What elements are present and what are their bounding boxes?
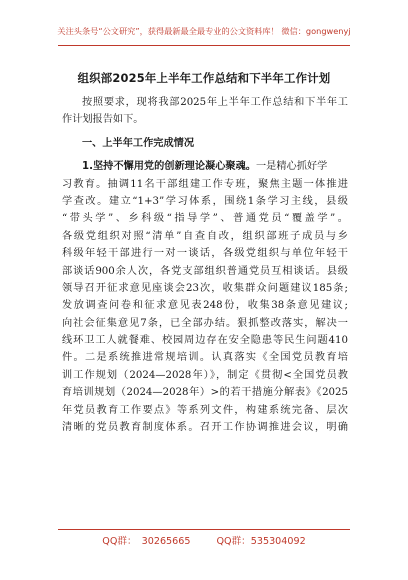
paragraph-line: “带头学”、乡科级“指导学”、普通党员“覆盖学”。	[62, 213, 348, 225]
paragraph-line: 清晰的党员教育制度体系。召开工作协调推进会议，明确	[62, 422, 348, 434]
item-text: 一是精心抓好学	[255, 161, 328, 173]
paragraph-line: 向社会征集意见7条，已全部办结。狠抓整改落实，解决一	[62, 317, 348, 329]
paragraph-line: 线环卫工人就餐难、校园周边存在安全隐患等民生问题410	[62, 335, 348, 347]
paragraph-line: 部谈话900余人次，各党支部组织普通党员互相谈话。县级	[62, 265, 348, 277]
intro-line: 按照要求，现将我部2025年上半年工作总结和下半年工	[82, 97, 348, 108]
paragraph-line: 领导召开征求意见座谈会23次，收集群众问题建议185条;	[62, 282, 348, 294]
footer-qq-group-1: QQ群： 30265665	[102, 536, 191, 547]
footer-qq-group-2: QQ群：535304092	[216, 536, 306, 547]
paragraph-first-line	[62, 158, 348, 175]
item-paragraph	[62, 158, 348, 436]
footer-contact	[0, 533, 408, 547]
footer-divider	[58, 529, 350, 530]
document-title: 组织部2025年上半年工作总结和下半年工作计划	[77, 71, 331, 85]
document-body	[62, 94, 348, 436]
header-divider	[58, 45, 350, 46]
paragraph-line: 各级党组织对照“清单”自查自改，组织部班子成员与乡	[62, 230, 348, 242]
paragraph-line: 习教育。抽调11名干部组建工作专班，聚焦主题一体推进	[62, 178, 348, 190]
item-heading: 1.坚持不懈用党的创新理论凝心聚魂。	[82, 161, 256, 173]
paragraph-line: 学查改。建立“1+3”学习体系，围绕1条学习主线，县级	[62, 195, 348, 207]
paragraph-line: 育培训规划（2024—2028年）>的若干措施分解表》《2025	[62, 387, 348, 399]
section-heading: 一、上半年工作完成情况	[82, 137, 195, 149]
header-banner: 关注头条号“公文研究”，获得最新最全最专业的公文资料库！ 微信：gongwenyj	[57, 26, 351, 36]
paragraph-line: 件。二是系统推进常规培训。认真落实《全国党员教育培	[62, 352, 348, 364]
paragraph-line: 年党员教育工作要点》等系列文件，构建系统完备、层次	[62, 404, 348, 416]
intro-line: 作计划报告如下。	[62, 114, 144, 126]
intro-paragraph	[62, 94, 348, 129]
paragraph-line: 科级年轻干部进行一对一谈话，各级党组织与单位年轻干	[62, 248, 348, 260]
paragraph-line: 训工作规划（2024—2028年）》，制定《贯彻<全国党员教	[62, 369, 348, 381]
paragraph-line: 发放调查问卷和征求意见表248份，收集38条意见建议;	[62, 300, 348, 312]
